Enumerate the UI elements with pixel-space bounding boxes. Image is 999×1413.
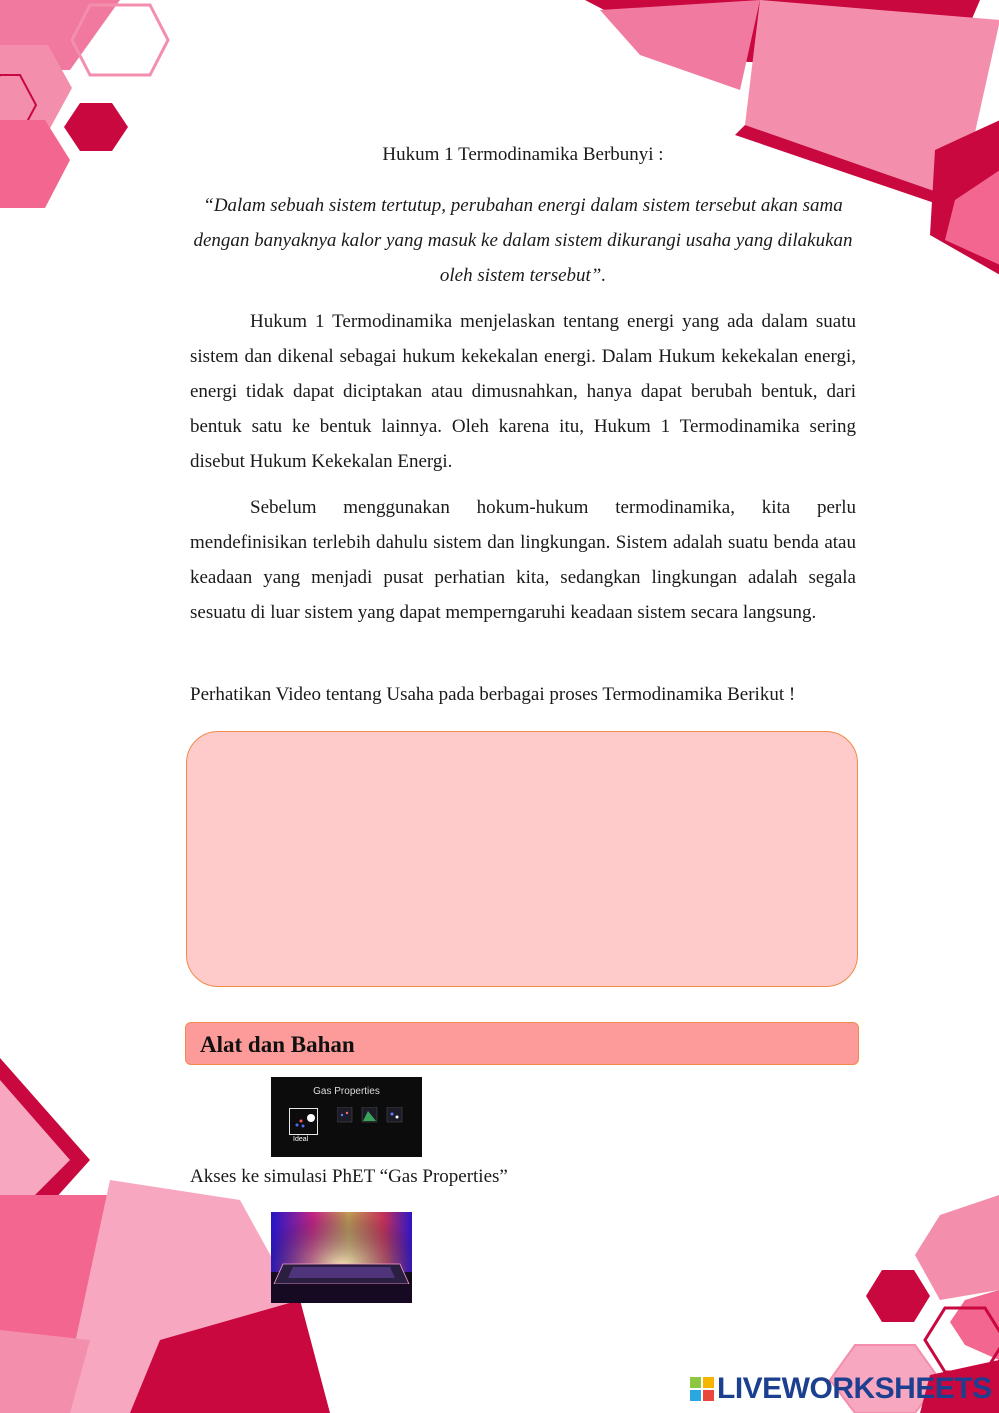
- hexagon-shape: [950, 1290, 999, 1360]
- ideal-label: Ideal: [293, 1136, 309, 1143]
- video-instruction: Perhatikan Video tentang Usaha pada berbagai proses Termodinamika Berikut !: [190, 684, 796, 705]
- thumbnail-title: Gas Properties: [313, 1086, 380, 1097]
- law-heading: Hukum 1 Termodinamika Berbunyi :: [382, 144, 664, 165]
- phet-gas-properties-thumbnail[interactable]: [271, 1077, 422, 1157]
- paragraph-first-law: Hukum 1 Termodinamika menjelaskan tentang energi yang ada dalam suatu sistem dan dikenal sebagai hukum kekekalan energi. Dalam Hukum kekekalan energi, energi tidak dapat diciptakan atau dimusnahkan, hanya dapat berubah bentuk, dari bentuk satu ke bentuk lainnya. Oleh karena itu, Hukum 1 Termodinamika sering disebut Hukum Kekekalan Energi.: [190, 311, 856, 472]
- logo-text: LIVEWORKSHEETS: [717, 1372, 992, 1405]
- hexagon-shape: [64, 103, 128, 151]
- laptop-image: [271, 1212, 412, 1303]
- phet-caption: Akses ke simulasi PhET “Gas Properties”: [190, 1166, 508, 1187]
- hexagon-shape: [0, 120, 70, 208]
- hexagon-shape: [915, 1195, 999, 1300]
- video-embed-area[interactable]: [186, 731, 858, 987]
- section-header-tools: Alat dan Bahan: [185, 1022, 859, 1065]
- paragraph-system-environment: Sebelum menggunakan hokum-hukum termodinamika, kita perlu mendefinisikan terlebih dahulu sistem dan lingkungan. Sistem adalah suatu benda atau keadaan yang menjadi pusat perhatian kita, sedangkan lingkungan adalah segala sesuatu di luar sistem yang dapat memperngaruhi keadaan sistem secara langsung.: [190, 497, 856, 623]
- liveworksheets-logo[interactable]: [690, 1374, 992, 1404]
- law-quote: “Dalam sebuah sistem tertutup, perubahan energi dalam sistem tersebut akan sama dengan banyaknya kalor yang masuk ke dalam sistem dikurangi usaha yang dilakukan oleh sistem tersebut”.: [193, 195, 853, 286]
- hexagon-shape: [866, 1270, 930, 1322]
- screen-icons: [337, 1107, 407, 1131]
- square-shape: [600, 0, 760, 90]
- ideal-screen-icon: [289, 1108, 318, 1135]
- logo-icon: [690, 1377, 714, 1401]
